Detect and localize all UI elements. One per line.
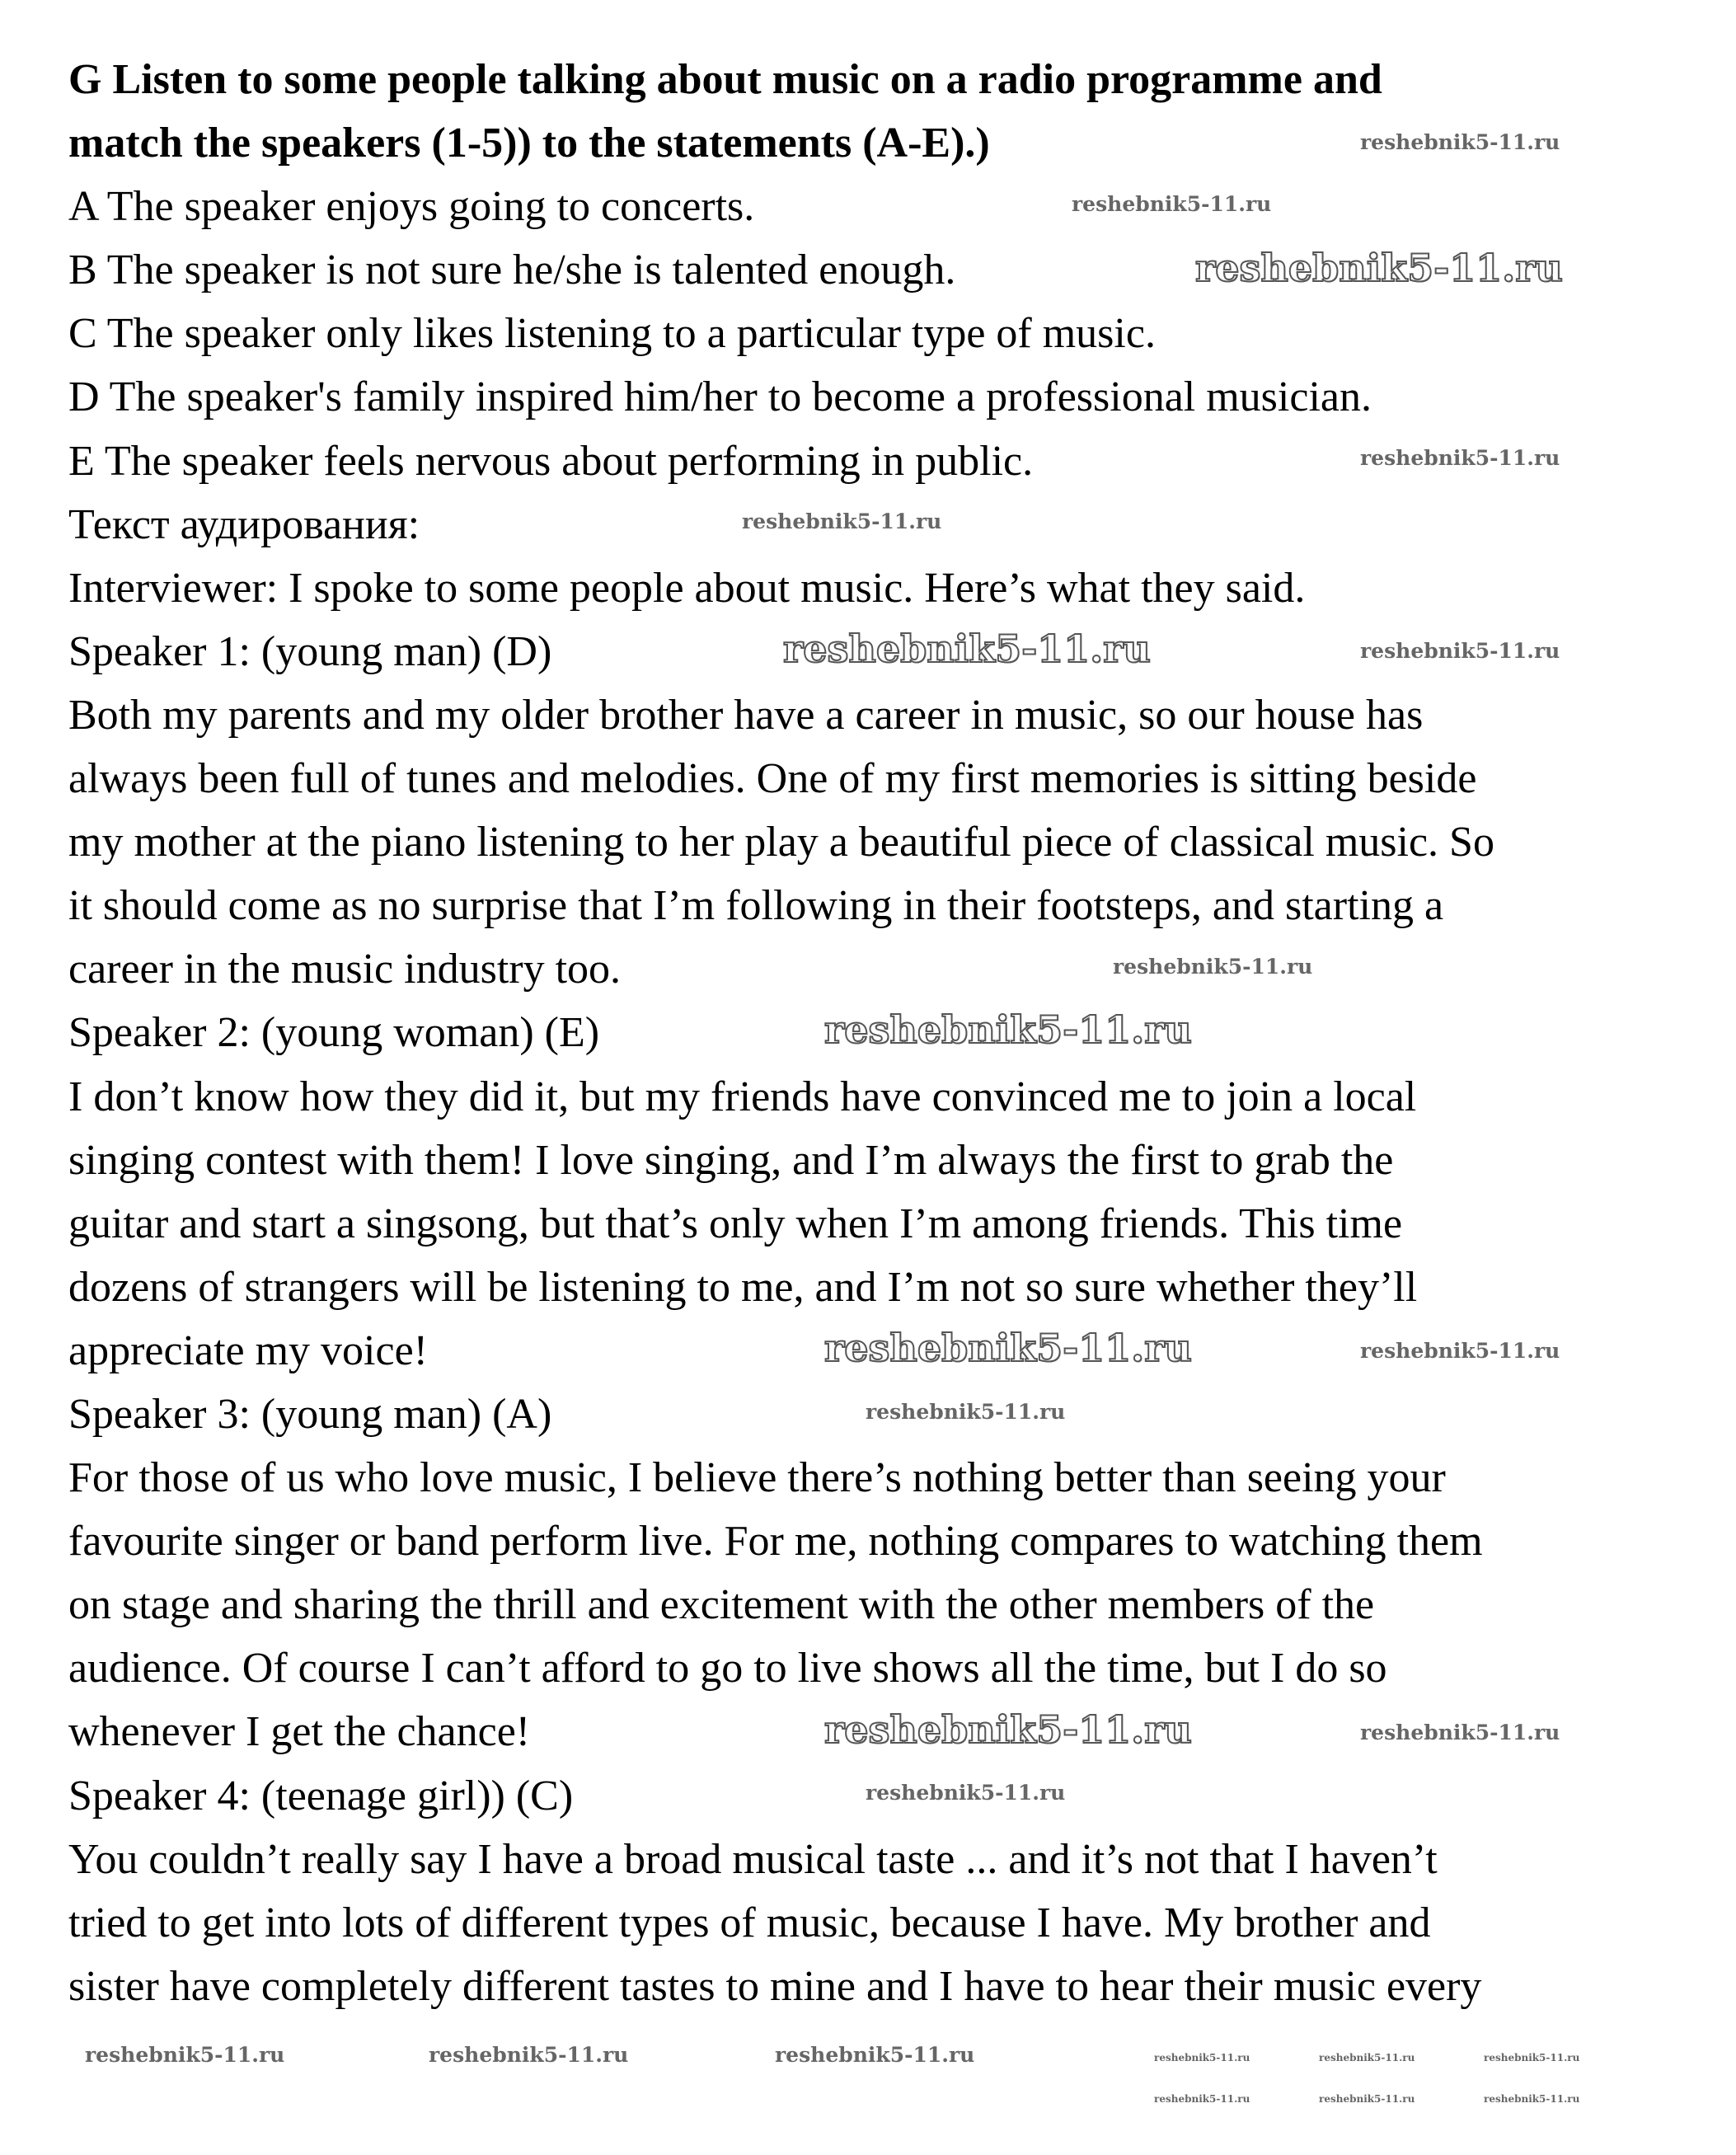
watermark: reshebnik5-11.ru [1360,1721,1560,1744]
document-page [68,48,1494,2018]
watermark: reshebnik5-11.ru [824,1007,1192,1052]
transcript-line: I don’t know how they did it, but my friends have convinced me to join a local [68,1073,1417,1120]
statement-c: C The speaker only likes listening to a particular type of music. [68,310,1156,358]
watermark: reshebnik5-11.ru [1319,2093,1415,2105]
transcript-line: sister have completely different tastes to mine and I have to hear their music every [68,1962,1482,2010]
transcript-line: Speaker 2: (young woman) (E) [68,1009,600,1057]
watermark: reshebnik5-11.ru [1484,2052,1580,2063]
transcript-line: Interviewer: I spoke to some people about music. Here’s what they said. [68,564,1306,612]
transcript-line: audience. Of course I can’t afford to go to live shows all the time, but I do so [68,1645,1387,1693]
watermark: reshebnik5-11.ru [85,2043,285,2067]
transcript-line: Speaker 1: (young man) (D) [68,627,552,675]
watermark: reshebnik5-11.ru [1154,2093,1250,2105]
transcript-line: tried to get into lots of different types of music, because I have. My brother and [68,1899,1431,1946]
transcript-line: whenever I get the chance! [68,1708,531,1756]
watermark: reshebnik5-11.ru [1360,130,1560,154]
watermark: reshebnik5-11.ru [824,1707,1192,1752]
transcript-line: Both my parents and my older brother have a career in music, so our house has [68,691,1424,739]
transcript-heading: Текст аудирования: [68,500,420,548]
watermark: reshebnik5-11.ru [1154,2052,1250,2063]
transcript-line: For those of us who love music, I believe there’s nothing better than seeing your [68,1454,1446,1502]
transcript-line: Speaker 4: (teenage girl)) (C) [68,1772,574,1819]
task-title-line-2: match the speakers (1-5)) to the statements (A-E).) [68,120,990,167]
transcript-line: Speaker 3: (young man) (A) [68,1390,552,1438]
transcript-line: always been full of tunes and melodies. One of my first memories is sitting beside [68,755,1477,803]
statement-b: B The speaker is not sure he/she is talented enough. [68,246,956,294]
transcript-line: it should come as no surprise that I’m following in their footsteps, and starting a [68,882,1444,930]
transcript-line: on stage and sharing the thrill and excitement with the other members of the [68,1581,1375,1629]
watermark: reshebnik5-11.ru [824,1326,1192,1370]
transcript-line: guitar and start a singsong, but that’s only when I’m among friends. This time [68,1200,1403,1247]
watermark: reshebnik5-11.ru [1484,2093,1580,2105]
watermark: reshebnik5-11.ru [1360,639,1560,663]
transcript-line: career in the music industry too. [68,946,622,993]
watermark: reshebnik5-11.ru [1360,446,1560,470]
watermark: reshebnik5-11.ru [783,627,1151,671]
task-title-line-1: G Listen to some people talking about music on a radio programme and [68,56,1382,103]
watermark: reshebnik5-11.ru [775,2043,975,2067]
watermark: reshebnik5-11.ru [1360,1339,1560,1363]
watermark: reshebnik5-11.ru [1113,955,1313,979]
statement-d: D The speaker's family inspired him/her to become a professional musician. [68,373,1372,421]
transcript-line: singing contest with them! I love singing, and I’m always the first to grab the [68,1136,1394,1184]
watermark: reshebnik5-11.ru [1072,192,1272,216]
statement-e: E The speaker feels nervous about performing in public. [68,437,1034,485]
transcript-line: my mother at the piano listening to her play a beautiful piece of classical music. So [68,819,1494,866]
watermark: reshebnik5-11.ru [1319,2052,1415,2063]
statement-a: A The speaker enjoys going to concerts. [68,183,755,231]
transcript-line: dozens of strangers will be listening to me, and I’m not so sure whether they’ll [68,1263,1418,1311]
transcript-line: You couldn’t really say I have a broad musical taste ... and it’s not that I haven’t [68,1835,1438,1883]
watermark: reshebnik5-11.ru [866,1781,1066,1805]
watermark: reshebnik5-11.ru [429,2043,629,2067]
transcript-body [68,556,1494,2018]
watermark: reshebnik5-11.ru [1195,246,1563,290]
watermark: reshebnik5-11.ru [742,509,942,533]
watermark: reshebnik5-11.ru [866,1400,1066,1424]
transcript-line: favourite singer or band perform live. For me, nothing compares to watching them [68,1518,1483,1566]
transcript-line: appreciate my voice! [68,1326,428,1374]
